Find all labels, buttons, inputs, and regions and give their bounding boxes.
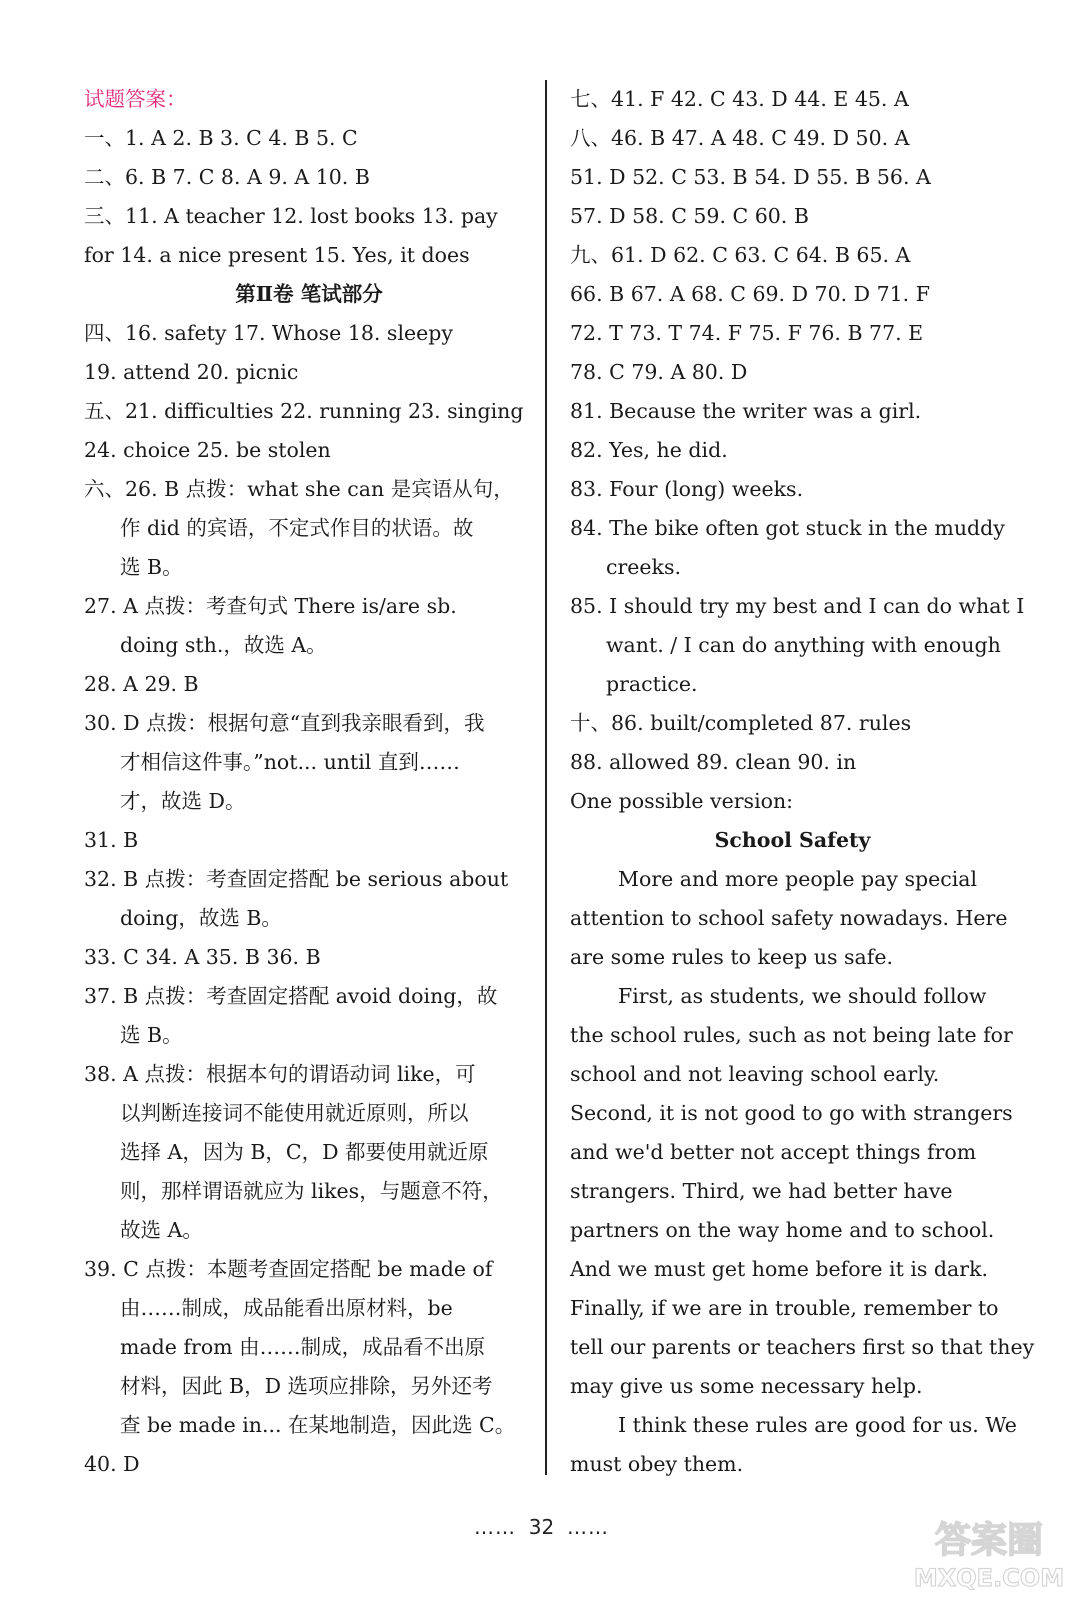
left_lines-line: 38. A 点拨：根据本句的谓语动词 like，可	[84, 1062, 476, 1086]
left-column	[84, 80, 534, 1484]
right_lines-line: And we must get home before it is dark.	[570, 1257, 989, 1281]
left_lines-line: 31. B	[84, 828, 139, 852]
right_lines-line: 83. Four (long) weeks.	[570, 477, 804, 501]
right_lines-line: creeks.	[606, 555, 682, 579]
left_lines-line: 选 B。	[120, 1023, 183, 1047]
left_lines-line: doing sth.，故选 A。	[120, 633, 327, 657]
left_lines-line: 39. C 点拨：本题考查固定搭配 be made of	[84, 1257, 493, 1281]
left_lines-line: 24. choice 25. be stolen	[84, 438, 331, 462]
right_lines-line: 72. T 73. T 74. F 75. F 76. B 77. E	[570, 321, 924, 345]
right_lines-line: 88. allowed 89. clean 90. in	[570, 750, 857, 774]
left_lines-line: 才相信这件事。”not... until 直到……	[120, 750, 460, 774]
left_lines-line: 40. D	[84, 1452, 140, 1476]
left_lines-line: 33. C 34. A 35. B 36. B	[84, 945, 321, 969]
watermark-text: 答案圈	[934, 1520, 1044, 1561]
left_lines-line: 三、11. A teacher 12. lost books 13. pay	[84, 204, 498, 228]
right_lines-line: 57. D 58. C 59. C 60. B	[570, 204, 809, 228]
left_lines-line: 则，那样谓语就应为 likes，与题意不符，	[120, 1179, 503, 1203]
left_lines-line: 四、16. safety 17. Whose 18. sleepy	[84, 321, 453, 345]
right_lines-line: attention to school safety nowadays. Here	[570, 906, 1008, 930]
left_lines-line: 选择 A，因为 B，C，D 都要使用就近原	[120, 1140, 489, 1164]
footer-dots-left: ……	[474, 1515, 517, 1539]
right_lines-line: partners on the way home and to school.	[570, 1218, 995, 1242]
left_lines-line: 故选 A。	[120, 1218, 203, 1242]
right_lines-line: tell our parents or teachers first so that they	[570, 1335, 1035, 1359]
column-divider	[545, 80, 547, 1475]
left_lines-line: 六、26. B 点拨：what she can 是宾语从句，	[84, 477, 514, 501]
right_lines-line: want. / I can do anything with enough	[606, 633, 1001, 657]
left_lines-line: for 14. a nice present 15. Yes, it does	[84, 243, 470, 267]
left_lines-line: 一、1. A 2. B 3. C 4. B 5. C	[84, 126, 358, 150]
left_lines-line: 37. B 点拨：考查固定搭配 avoid doing，故	[84, 984, 498, 1008]
right_lines-line: Second, it is not good to go with strangers	[570, 1101, 1013, 1125]
right_lines-line: I think these rules are good for us. We	[618, 1413, 1017, 1437]
left_lines-line: 27. A 点拨：考查句式 There is/are sb.	[84, 594, 457, 618]
right_lines-line: must obey them.	[570, 1452, 744, 1476]
left_lines-line: 19. attend 20. picnic	[84, 360, 299, 384]
left_lines-line: 查 be made in... 在某地制造，因此选 C。	[120, 1413, 516, 1437]
right_lines-line: practice.	[606, 672, 698, 696]
right_lines-line: 十、86. built/completed 87. rules	[570, 711, 912, 735]
right_lines-line: school and not leaving school early.	[570, 1062, 940, 1086]
watermark-domain: MXQE.COM	[913, 1564, 1065, 1592]
left_lines-line: 32. B 点拨：考查固定搭配 be serious about	[84, 867, 509, 891]
right_lines-line: 84. The bike often got stuck in the muddy	[570, 516, 1005, 540]
left_lines-line: 30. D 点拨：根据句意“直到我亲眼看到，我	[84, 711, 485, 735]
left_lines-line: 才，故选 D。	[120, 789, 246, 813]
right_lines-line: 八、46. B 47. A 48. C 49. D 50. A	[570, 126, 910, 150]
right_lines-line: One possible version:	[570, 789, 794, 813]
watermark-logo	[909, 1512, 1069, 1592]
left_lines-line: 选 B。	[120, 555, 183, 579]
left_lines-line: 作 did 的宾语，不定式作目的状语。故	[120, 516, 474, 540]
right_lines-line: may give us some necessary help.	[570, 1374, 923, 1398]
left_lines-line: 材料，因此 B，D 选项应排除，另外还考	[120, 1374, 493, 1398]
right_lines-line: Finally, if we are in trouble, remember to	[570, 1296, 999, 1320]
right_lines-line: 51. D 52. C 53. B 54. D 55. B 56. A	[570, 165, 931, 189]
right_lines-line: 81. Because the writer was a girl.	[570, 399, 922, 423]
left_lines-line: 第Ⅱ卷 笔试部分	[235, 282, 383, 306]
right_lines-line: the school rules, such as not being late for	[570, 1023, 1013, 1047]
right_lines-line: and we'd better not accept things from	[570, 1140, 977, 1164]
right_lines-line: 82. Yes, he did.	[570, 438, 728, 462]
page-number: 32	[528, 1515, 555, 1539]
left_lines-line: 试题答案：	[84, 87, 187, 111]
left_lines-line: 五、21. difficulties 22. running 23. singing	[84, 399, 524, 423]
right_lines-line: 七、41. F 42. C 43. D 44. E 45. A	[570, 87, 909, 111]
left_lines-line: 28. A 29. B	[84, 672, 199, 696]
right_lines-line: 85. I should try my best and I can do what I	[570, 594, 1025, 618]
left_lines-line: made from 由……制成，成品看不出原	[120, 1335, 486, 1359]
left_lines-line: 以判断连接词不能使用就近原则，所以	[120, 1101, 469, 1125]
right_lines-line: 78. C 79. A 80. D	[570, 360, 748, 384]
right_lines-line: strangers. Third, we had better have	[570, 1179, 953, 1203]
footer-dots-right: ……	[566, 1515, 609, 1539]
right_lines-line: More and more people pay special	[618, 867, 978, 891]
left_lines-line: doing，故选 B。	[120, 906, 282, 930]
right_lines-line: 九、61. D 62. C 63. C 64. B 65. A	[570, 243, 911, 267]
right_lines-line: 66. B 67. A 68. C 69. D 70. D 71. F	[570, 282, 930, 306]
left_lines-line: 二、6. B 7. C 8. A 9. A 10. B	[84, 165, 370, 189]
right_lines-line: School Safety	[714, 828, 871, 852]
right_lines-line: First, as students, we should follow	[618, 984, 987, 1008]
left_lines-line: 由……制成，成品能看出原材料，be	[120, 1296, 453, 1320]
right_lines-line: are some rules to keep us safe.	[570, 945, 893, 969]
right-column	[570, 80, 1035, 1484]
